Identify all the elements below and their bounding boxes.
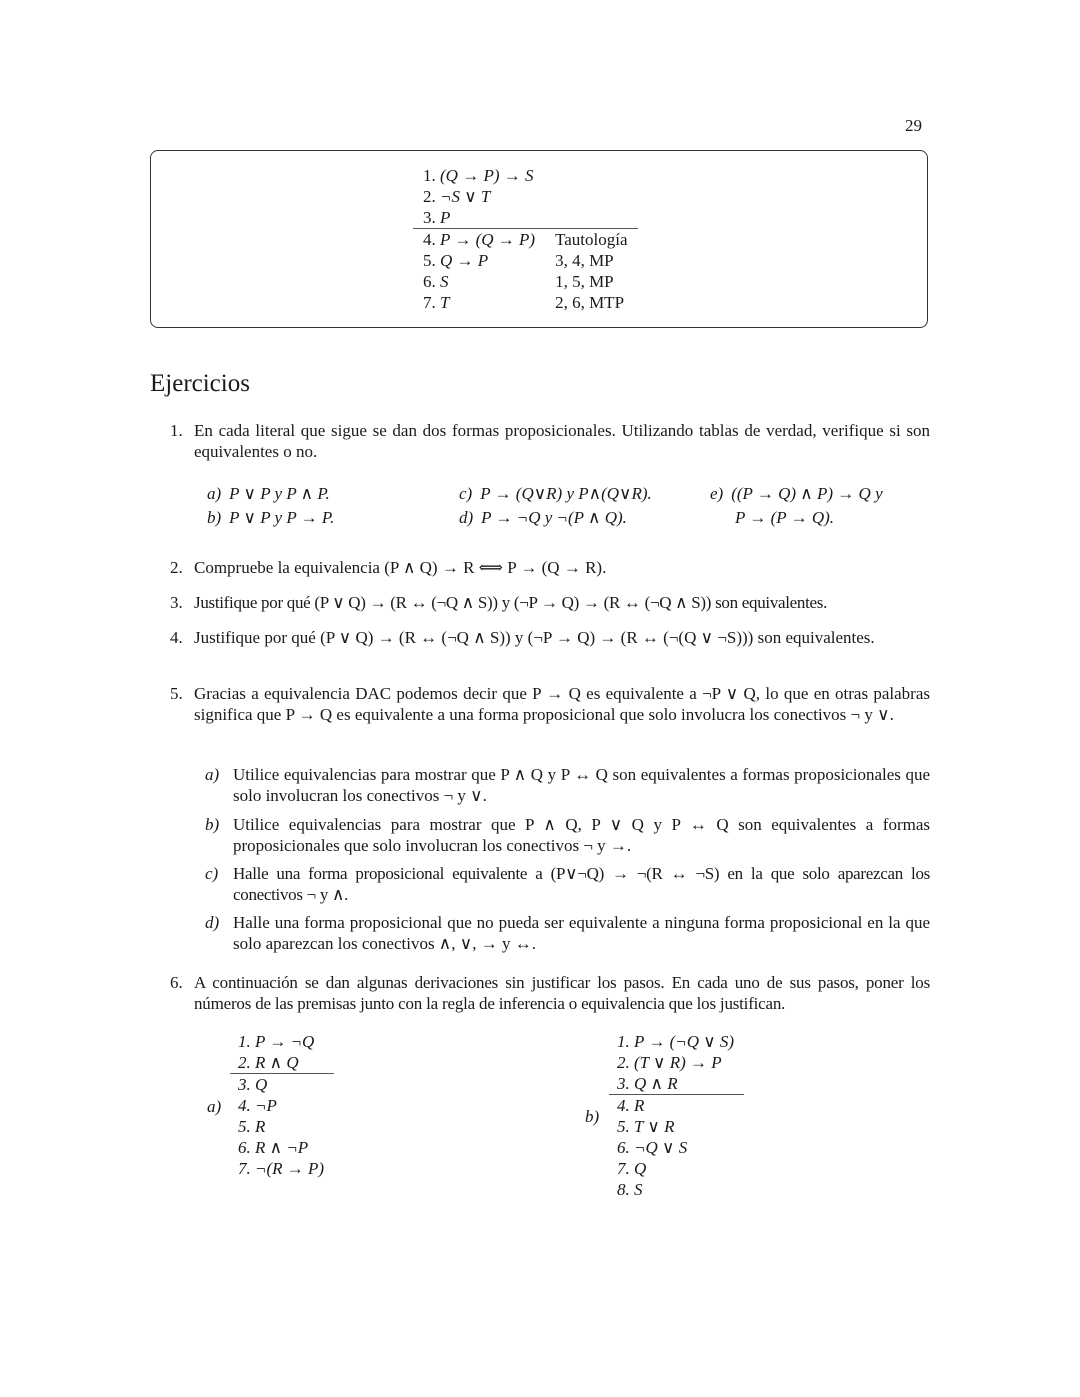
option-label: b) <box>207 508 222 527</box>
exercise-text: En cada literal que sigue se dan dos formas proposicionales. Utilizando tablas de verdad, verifique si son equivalentes o no. <box>194 421 930 461</box>
option-e <box>710 483 883 505</box>
exercise-5-subitem-b <box>205 814 930 856</box>
derivation-b-label: b) <box>585 1107 600 1126</box>
proof-row <box>413 271 638 292</box>
exercise-number: 5. <box>170 684 183 703</box>
derivation-line: 2. R ∧ Q <box>238 1053 299 1072</box>
derivation-line: 2. (T ∨ R) → P <box>617 1053 722 1072</box>
option-a <box>207 483 330 505</box>
exercise-number: 3. <box>170 593 183 612</box>
step-justification <box>545 207 637 229</box>
step-justification <box>545 186 637 207</box>
subitem-label: a) <box>205 765 220 784</box>
derivation-line: 6. ¬Q ∨ S <box>617 1138 688 1157</box>
derivation-line: 3. Q <box>230 1074 334 1096</box>
proof-row <box>413 250 638 271</box>
exercise-text: Gracias a equivalencia DAC podemos decir que P → Q es equivalente a ¬P ∨ Q, lo que en otras palabras significa que P → Q es equivalente a una forma proposicional que solo involucra los conectivos ¬ y ∨. <box>194 684 930 724</box>
proof-row <box>413 207 638 229</box>
step-number: 6. <box>423 272 436 291</box>
exercise-5-subitem-d <box>205 912 930 954</box>
option-b <box>207 507 334 529</box>
exercise-3 <box>170 592 930 613</box>
exercise-number: 6. <box>170 973 183 992</box>
page-number: 29 <box>905 116 922 135</box>
step-number: 1. <box>423 166 436 185</box>
derivation-b <box>609 1031 744 1200</box>
option-text: ((P → Q) ∧ P) → Q y <box>731 484 883 503</box>
subitem-text: Utilice equivalencias para mostrar que P ∧ Q, P ∨ Q y P ↔ Q son equivalentes a formas proposicionales que solo involucran los conectivos ¬ y →. <box>233 815 930 855</box>
derivation-a-label: a) <box>207 1097 222 1116</box>
exercise-1 <box>170 420 930 462</box>
step-formula: P → (Q → P) <box>440 230 536 249</box>
option-c <box>459 483 652 505</box>
step-number: 3. <box>423 208 436 227</box>
proof-box <box>150 150 928 328</box>
option-label: d) <box>459 508 474 527</box>
option-label: e) <box>710 484 724 503</box>
proof-row <box>413 186 638 207</box>
step-number: 4. <box>423 230 436 249</box>
section-title: Ejercicios <box>150 370 250 397</box>
step-number: 7. <box>423 293 436 312</box>
step-justification <box>545 165 637 186</box>
derivation-table <box>609 1031 744 1200</box>
derivation-line: 1. P → ¬Q <box>238 1032 315 1051</box>
step-formula: T <box>440 293 450 312</box>
subitem-text: Halle una forma proposicional que no pueda ser equivalente a ninguna forma proposicional en la que solo aparezcan los conectivos ∧, ∨, → y ↔. <box>233 913 930 953</box>
option-text: P → ¬Q y ¬(P ∧ Q). <box>481 508 627 527</box>
exercise-5 <box>170 683 930 725</box>
exercise-text: Justifique por qué (P ∨ Q) → (R ↔ (¬Q ∧ S)) y (¬P → Q) → (R ↔ (¬Q ∧ S)) son equivalentes. <box>194 593 828 612</box>
step-justification: 3, 4, MP <box>555 251 614 270</box>
derivation-line: 1. P → (¬Q ∨ S) <box>617 1032 735 1051</box>
subitem-text: Utilice equivalencias para mostrar que P ∧ Q y P ↔ Q son equivalentes a formas proposicionales que solo involucran los conectivos ¬ y ∨. <box>233 765 930 805</box>
subitem-text: Halle una forma proposicional equivalente a (P∨¬Q) → ¬(R ↔ ¬S) en la que solo aparezcan los conectivos ¬ y ∧. <box>233 864 930 904</box>
derivation-line: 7. Q <box>617 1159 647 1178</box>
exercise-text: Justifique por qué (P ∨ Q) → (R ↔ (¬Q ∧ S)) y (¬P → Q) → (R ↔ (¬(Q ∨ ¬S))) son equivalentes. <box>194 628 875 647</box>
step-formula: Q → P <box>440 251 489 270</box>
step-justification: 2, 6, MTP <box>555 293 625 312</box>
option-text: P → (Q∨R) y P∧(Q∨R). <box>480 484 652 503</box>
derivation-line: 8. S <box>617 1180 643 1199</box>
derivation-table <box>230 1031 334 1179</box>
exercise-4 <box>170 627 930 648</box>
option-label: c) <box>459 484 473 503</box>
option-d <box>459 507 627 529</box>
step-formula: (Q → P) → S <box>440 166 534 185</box>
derivation-a <box>230 1031 334 1179</box>
step-justification: Tautología <box>545 229 637 251</box>
subitem-label: c) <box>205 864 219 883</box>
derivation-line: 5. T ∨ R <box>617 1117 675 1136</box>
option-text: P → (P → Q). <box>735 508 835 527</box>
exercise-5-subitem-c <box>205 863 930 905</box>
step-number: 5. <box>423 251 436 270</box>
option-label: a) <box>207 484 222 503</box>
exercise-number: 4. <box>170 628 183 647</box>
derivation-line: 4. R <box>609 1095 744 1117</box>
derivation-line: 5. R <box>238 1117 266 1136</box>
step-formula: ¬S ∨ T <box>440 187 491 206</box>
exercise-text: A continuación se dan algunas derivaciones sin justificar los pasos. En cada uno de sus pasos, poner los números de las premisas junto con la regla de inferencia o equivalencia que los justifican. <box>194 973 930 1013</box>
subitem-label: b) <box>205 815 220 834</box>
exercise-number: 2. <box>170 558 183 577</box>
exercise-2 <box>170 557 930 578</box>
proof-row <box>413 165 638 186</box>
step-number: 2. <box>423 187 436 206</box>
proof-row <box>413 292 638 313</box>
exercise-number: 1. <box>170 421 183 440</box>
proof-row <box>413 229 638 251</box>
option-text: P ∨ P y P → P. <box>229 508 335 527</box>
option-text: P ∨ P y P ∧ P. <box>229 484 330 503</box>
derivation-line: 6. R ∧ ¬P <box>238 1138 309 1157</box>
derivation-line: 7. ¬(R → P) <box>238 1159 325 1178</box>
exercise-6 <box>170 972 930 1014</box>
derivation-line: 4. ¬P <box>238 1096 277 1115</box>
derivation-line: 3. Q ∧ R <box>617 1074 678 1093</box>
exercise-text: Compruebe la equivalencia (P ∧ Q) → R ⟺ P → (Q → R). <box>194 558 607 577</box>
step-justification: 1, 5, MP <box>555 272 614 291</box>
subitem-label: d) <box>205 913 220 932</box>
option-e-continued <box>735 507 834 529</box>
step-formula: S <box>440 272 449 291</box>
proof-table <box>413 165 638 313</box>
step-formula: P <box>440 208 451 227</box>
exercise-5-subitem-a <box>205 764 930 806</box>
